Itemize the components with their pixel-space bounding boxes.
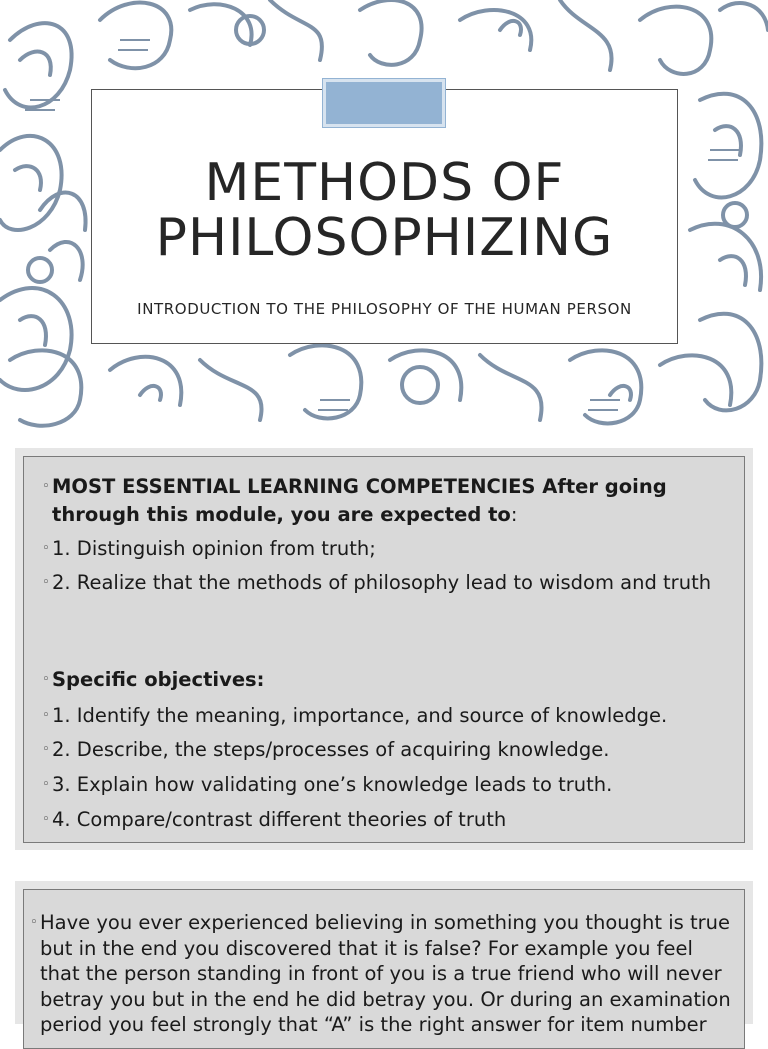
intro-question-slide	[15, 881, 753, 1036]
bullet-icon: ◦	[42, 708, 50, 723]
intro-paragraph-text: Have you ever experienced believing in something you thought is true but in the end you discovered that it is false? For example you feel that the person standing in front of you is a true friend who will never betray you but in the end he did betray you. Or during an examination period you feel strongly that “A” is the right answer for item number	[40, 911, 731, 1036]
title-line-1: METHODS OF	[204, 153, 565, 213]
objective-item	[42, 771, 730, 799]
title-line-2: PHILOSOPHIZING	[155, 208, 614, 268]
bullet-icon: ◦	[42, 812, 50, 827]
objective-text: 2. Describe, the steps/processes of acquiring knowledge.	[52, 738, 610, 761]
objective-item	[42, 806, 730, 834]
competencies-panel	[23, 456, 745, 843]
objective-item	[42, 702, 730, 730]
competency-text: 1. Distinguish opinion from truth;	[52, 537, 376, 560]
accent-tab	[323, 79, 445, 127]
intro-question-panel	[23, 889, 745, 1049]
competencies-heading-bold: MOST ESSENTIAL LEARNING COMPETENCIES After going through this module, you are expected to	[52, 475, 667, 526]
competencies-slide	[15, 448, 753, 850]
objective-text: 4. Compare/contrast different theories of truth	[52, 808, 507, 831]
title-slide	[0, 0, 768, 432]
bullet-icon: ◦	[42, 742, 50, 757]
competencies-heading	[42, 473, 730, 529]
bullet-icon: ◦	[42, 575, 50, 590]
competency-item	[42, 535, 730, 563]
objectives-heading	[42, 666, 730, 694]
slide-subtitle: INTRODUCTION TO THE PHILOSOPHY OF THE HUMAN PERSON	[137, 300, 632, 318]
objective-item	[42, 736, 730, 764]
objectives-heading-text: Specific objectives:	[52, 668, 265, 691]
bullet-icon: ◦	[42, 777, 50, 792]
bullet-icon: ◦	[30, 915, 38, 930]
intro-paragraph	[30, 910, 736, 1038]
competency-text: 2. Realize that the methods of philosophy lead to wisdom and truth	[52, 571, 712, 594]
objective-text: 3. Explain how validating one’s knowledge leads to truth.	[52, 773, 613, 796]
bullet-icon: ◦	[42, 479, 50, 494]
objective-text: 1. Identify the meaning, importance, and source of knowledge.	[52, 704, 668, 727]
competencies-heading-tail: :	[510, 503, 518, 526]
slide-title	[92, 153, 677, 268]
bullet-icon: ◦	[42, 672, 50, 687]
title-card	[91, 89, 678, 344]
bullet-icon: ◦	[42, 541, 50, 556]
competency-item	[42, 569, 730, 597]
